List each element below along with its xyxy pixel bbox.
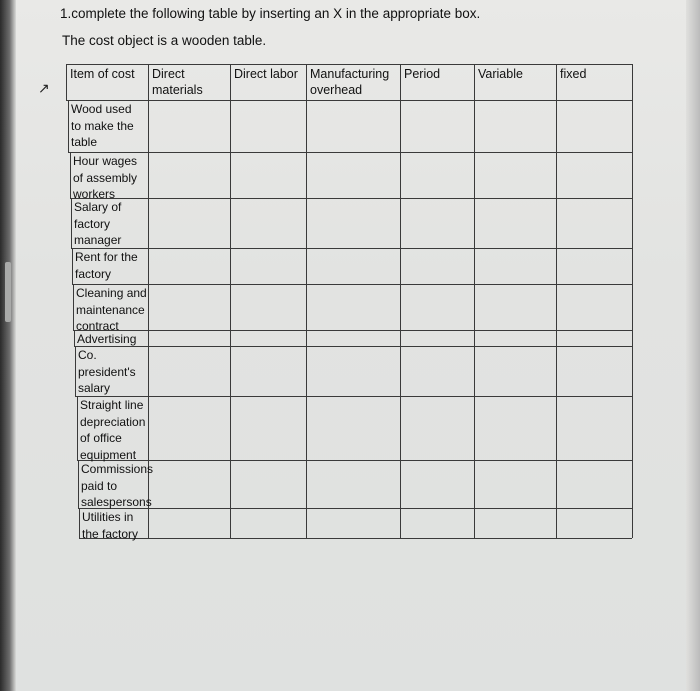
pen-mark-arrow: ↗ — [38, 80, 50, 96]
item-column-left-border — [71, 198, 72, 248]
instruction-text: 1.complete the following table by inserting an X in the appropriate box. — [60, 6, 481, 21]
column-header-line: Period — [404, 67, 441, 81]
row-label-line: Hour wages — [73, 154, 138, 168]
item-column-left-border — [66, 64, 67, 100]
column-header-line: materials — [152, 83, 203, 97]
column-header-line: Direct labor — [234, 67, 298, 81]
answer-cell-direct-materials[interactable] — [149, 509, 230, 538]
answer-cell-manufacturing-overhead[interactable] — [307, 331, 400, 346]
answer-cell-direct-materials[interactable] — [149, 101, 230, 152]
answer-cell-fixed[interactable] — [557, 397, 632, 460]
row-label — [78, 347, 136, 397]
item-column-left-border — [75, 346, 76, 396]
answer-cell-fixed[interactable] — [557, 285, 632, 330]
answer-cell-period[interactable] — [401, 285, 474, 330]
photo-right-edge — [686, 0, 700, 691]
row-label-line: contract — [76, 319, 119, 333]
item-column-left-border — [78, 460, 79, 508]
answer-cell-period[interactable] — [401, 153, 474, 198]
answer-cell-variable[interactable] — [475, 285, 556, 330]
answer-cell-period[interactable] — [401, 461, 474, 508]
column-header-fixed — [560, 66, 586, 82]
answer-cell-manufacturing-overhead[interactable] — [307, 509, 400, 538]
answer-cell-fixed[interactable] — [557, 153, 632, 198]
answer-cell-variable[interactable] — [475, 331, 556, 346]
row-label-line: equipment — [80, 447, 137, 462]
column-header-variable — [478, 66, 523, 82]
row-label-line: factory — [75, 266, 112, 281]
answer-cell-manufacturing-overhead[interactable] — [307, 285, 400, 330]
row-label-line: salespersons — [81, 495, 152, 509]
answer-cell-period[interactable] — [401, 199, 474, 248]
answer-cell-direct-materials[interactable] — [149, 347, 230, 396]
column-border — [632, 64, 633, 538]
answer-cell-fixed[interactable] — [557, 347, 632, 396]
answer-cell-fixed[interactable] — [557, 249, 632, 284]
row-label-line: Rent for the — [75, 250, 138, 264]
answer-cell-variable[interactable] — [475, 101, 556, 152]
column-header-direct-materials — [152, 66, 203, 98]
answer-cell-direct-labor[interactable] — [231, 285, 306, 330]
answer-cell-variable[interactable] — [475, 461, 556, 508]
answer-cell-direct-labor[interactable] — [231, 101, 306, 152]
row-label — [75, 249, 138, 282]
row-label — [73, 153, 137, 203]
row-label-line: maintenance — [76, 302, 145, 317]
row-label — [77, 331, 136, 348]
item-column-left-border — [70, 152, 71, 198]
row-label-line: table — [71, 135, 98, 149]
answer-cell-direct-labor[interactable] — [231, 153, 306, 198]
answer-cell-manufacturing-overhead[interactable] — [307, 101, 400, 152]
row-label-line: of office — [80, 431, 122, 445]
answer-cell-period[interactable] — [401, 331, 474, 346]
answer-cell-direct-labor[interactable] — [231, 347, 306, 396]
row-label-line: the factory — [82, 526, 139, 541]
answer-cell-variable[interactable] — [475, 509, 556, 538]
cost-object-text: The cost object is a wooden table. — [62, 33, 267, 48]
answer-cell-variable[interactable] — [475, 347, 556, 396]
row-label-line: Co. — [78, 348, 97, 362]
answer-cell-direct-materials[interactable] — [149, 461, 230, 508]
column-header-manufacturing-overhead — [310, 66, 389, 98]
row-label-line: of assembly — [73, 170, 138, 185]
row-label-line: Salary of — [74, 200, 122, 214]
answer-cell-fixed[interactable] — [557, 461, 632, 508]
row-label-line: Cleaning and — [76, 286, 147, 300]
answer-cell-manufacturing-overhead[interactable] — [307, 397, 400, 460]
row-label-line: depreciation — [80, 414, 146, 429]
column-header-line: Direct — [152, 67, 185, 81]
answer-cell-variable[interactable] — [475, 397, 556, 460]
row-label — [76, 285, 147, 335]
row-label-line: Utilities in — [82, 510, 134, 524]
answer-cell-direct-materials[interactable] — [149, 199, 230, 248]
answer-cell-direct-labor[interactable] — [231, 199, 306, 248]
item-column-left-border — [79, 508, 80, 538]
answer-cell-manufacturing-overhead[interactable] — [307, 461, 400, 508]
row-label-line: salary — [78, 381, 111, 395]
item-column-left-border — [73, 284, 74, 330]
row-label — [80, 397, 145, 463]
answer-cell-period[interactable] — [401, 397, 474, 460]
answer-cell-variable[interactable] — [475, 199, 556, 248]
item-column-left-border — [72, 248, 73, 284]
row-label-line: factory — [74, 216, 111, 231]
row-label — [71, 101, 134, 151]
column-header-line: Manufacturing — [310, 67, 390, 81]
answer-cell-manufacturing-overhead[interactable] — [307, 153, 400, 198]
answer-cell-variable[interactable] — [475, 249, 556, 284]
row-label-line: Advertising — [77, 332, 137, 346]
row-label-line: to make the — [71, 118, 134, 133]
row-label — [82, 509, 138, 542]
row-label-line: paid to — [81, 478, 118, 493]
answer-cell-direct-labor[interactable] — [231, 509, 306, 538]
answer-cell-manufacturing-overhead[interactable] — [307, 199, 400, 248]
answer-cell-direct-labor[interactable] — [231, 331, 306, 346]
answer-cell-manufacturing-overhead[interactable] — [307, 347, 400, 396]
answer-cell-direct-materials[interactable] — [149, 153, 230, 198]
answer-cell-manufacturing-overhead[interactable] — [307, 249, 400, 284]
answer-cell-period[interactable] — [401, 509, 474, 538]
column-header-line: overhead — [310, 83, 363, 97]
answer-cell-variable[interactable] — [475, 153, 556, 198]
column-header-direct-labor — [234, 66, 298, 82]
answer-cell-fixed[interactable] — [557, 199, 632, 248]
answer-cell-direct-labor[interactable] — [231, 397, 306, 460]
row-label-line: workers — [73, 187, 116, 201]
answer-cell-period[interactable] — [401, 249, 474, 284]
item-column-left-border — [77, 396, 78, 460]
row-label-line: Wood used — [71, 102, 132, 116]
item-column-left-border — [68, 100, 69, 152]
photo-left-edge — [0, 0, 16, 691]
row-label-line: Straight line — [80, 398, 144, 412]
answer-cell-fixed[interactable] — [557, 509, 632, 538]
item-column-left-border — [74, 330, 75, 346]
answer-cell-direct-materials[interactable] — [149, 331, 230, 346]
answer-cell-direct-labor[interactable] — [231, 461, 306, 508]
answer-cell-period[interactable] — [401, 347, 474, 396]
row-separator — [79, 538, 632, 539]
column-header-line: Variable — [478, 67, 523, 81]
row-label-line: manager — [74, 233, 122, 247]
row-label-line: president's — [78, 364, 136, 379]
column-header-item — [70, 66, 135, 82]
answer-cell-direct-labor[interactable] — [231, 249, 306, 284]
answer-cell-direct-materials[interactable] — [149, 249, 230, 284]
column-header-period — [404, 66, 440, 82]
row-label — [81, 461, 153, 511]
column-header-line: fixed — [560, 67, 587, 81]
answer-cell-direct-materials[interactable] — [149, 397, 230, 460]
answer-cell-direct-materials[interactable] — [149, 285, 230, 330]
answer-cell-fixed[interactable] — [557, 101, 632, 152]
row-label-line: Commissions — [81, 462, 154, 476]
row-label — [74, 199, 121, 249]
answer-cell-period[interactable] — [401, 101, 474, 152]
answer-cell-fixed[interactable] — [557, 331, 632, 346]
column-header-line: Item of cost — [70, 67, 135, 81]
